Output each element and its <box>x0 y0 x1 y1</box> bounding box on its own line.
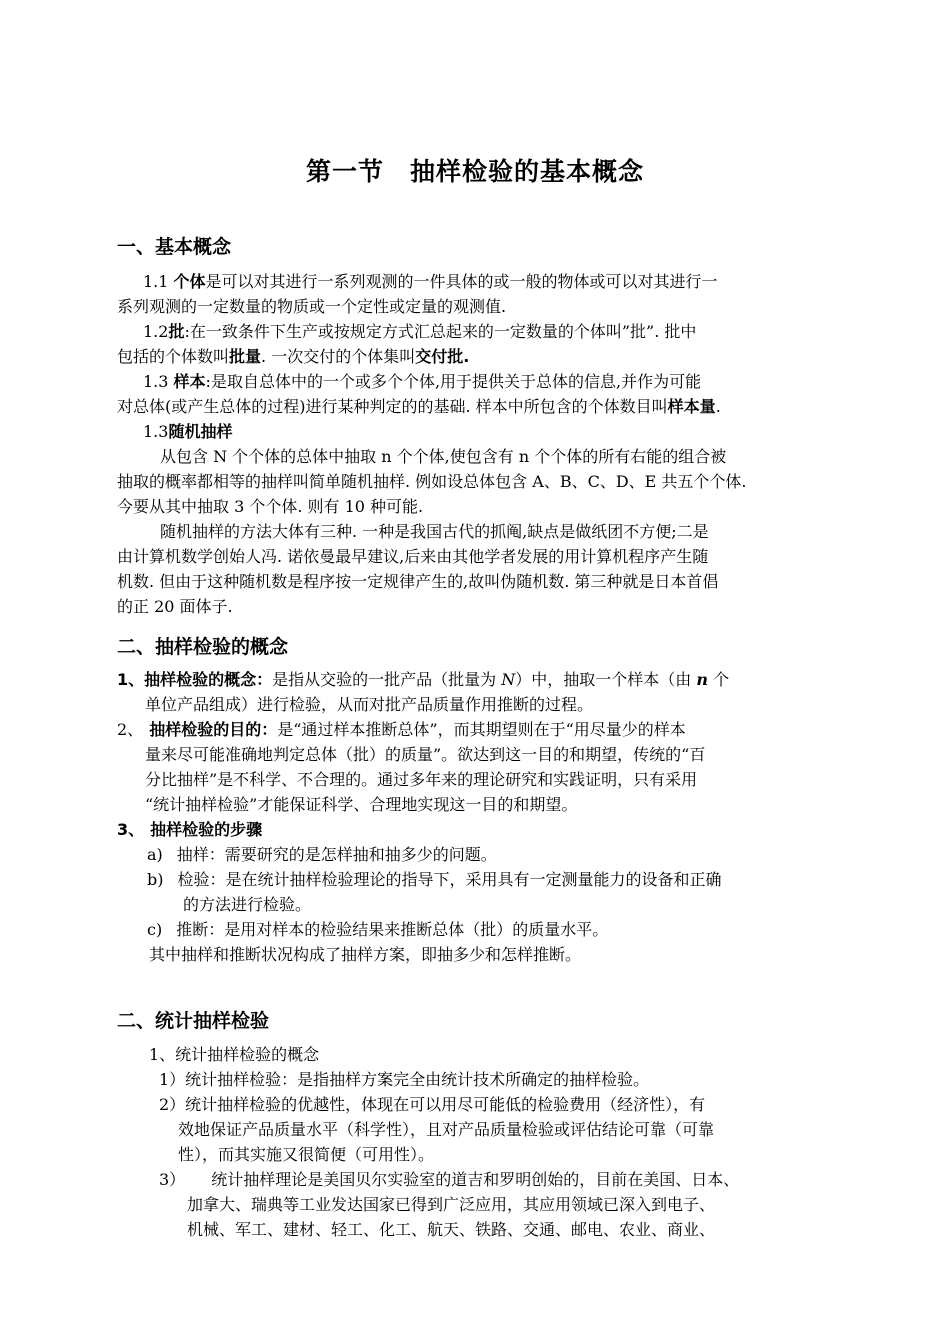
summary-line: 其中抽样和推断状况构成了抽样方案，即抽多少和怎样推断。 <box>149 945 582 964</box>
step-text: 检验：是在统计抽样检验理论的指导下，采用具有一定测量能力的设备和正确 <box>177 870 722 889</box>
clause-number: 1.3 <box>143 422 169 441</box>
term-individual: 个体 <box>173 272 206 291</box>
section-heading-statistical-sampling: 二、统计抽样检验 <box>117 1010 270 1032</box>
step-item <box>147 843 497 867</box>
term-random-sampling: 随机抽样 <box>168 422 233 441</box>
paragraph-line <box>143 370 701 394</box>
list-text: 是“通过样本推断总体”，而其期望则在于“用尽量少的样本 <box>277 720 686 739</box>
list-term: 抽样检验的概念： <box>144 670 273 689</box>
paragraph-text: :在一致条件下生产或按规定方式汇总起来的一定数量的个体叫”批”. 批中 <box>184 322 697 341</box>
paragraph-line: 由计算机数学创始人冯. 诺依曼最早建议,后来由其他学者发展的用计算机程序产生随 <box>117 547 709 566</box>
step-mark: a) <box>147 845 163 864</box>
clause-number: 1.2 <box>143 322 169 341</box>
paragraph-line: 系列观测的一定数量的物质或一个定性或定量的观测值. <box>117 297 507 316</box>
step-item <box>147 868 722 892</box>
section-heading-sampling-concept: 二、抽样检验的概念 <box>117 636 289 658</box>
paragraph-text: . 一次交付的个体集叫 <box>261 347 416 366</box>
list-item <box>117 668 729 692</box>
paragraph-text: :是取自总体中的一个或多个个体,用于提供关于总体的信息,并作为可能 <box>205 372 702 391</box>
paragraph-line <box>117 395 721 419</box>
list-term: 抽样检验的目的： <box>149 720 278 739</box>
variable-N: N <box>501 670 516 689</box>
list-item-line: 加拿大、瑞典等工业发达国家已得到广泛应用，其应用领域已深入到电子、 <box>187 1195 716 1214</box>
list-number: 3、 <box>117 820 145 839</box>
step-item <box>147 918 608 942</box>
sub-heading: 1、统计抽样检验的概念 <box>149 1045 320 1064</box>
paragraph-line: 今要从其中抽取 3 个个体. 则有 10 种可能. <box>117 497 424 516</box>
paragraph-line: 随机抽样的方法大体有三种. 一种是我国古代的抓阄,缺点是做纸团不方便;二是 <box>160 522 709 541</box>
variable-n: n <box>696 670 708 689</box>
step-text-line: 的方法进行检验。 <box>183 895 312 914</box>
paragraph-text: . <box>715 397 721 416</box>
clause-number: 1.3 <box>143 372 174 391</box>
term-batch-size: 批量 <box>229 347 262 366</box>
list-term: 抽样检验的步骤 <box>150 820 263 839</box>
list-item-line: 效地保证产品质量水平（科学性），且对产品质量检验或评估结论可靠（可靠 <box>178 1120 715 1139</box>
list-text: ）中，抽取一个样本（由 <box>515 670 697 689</box>
paragraph-line: 机数. 但由于这种随机数是程序按一定规律产生的,故叫伪随机数. 第三种就是日本首倡 <box>117 572 719 591</box>
section-heading-basic-concepts: 一、基本概念 <box>117 236 232 258</box>
list-item-line: 机械、军工、建材、轻工、化工、航天、铁路、交通、邮电、农业、商业、 <box>187 1220 716 1239</box>
paragraph-text: 是可以对其进行一系列观测的一件具体的或一般的物体或可以对其进行一 <box>205 272 718 291</box>
list-item <box>117 718 686 742</box>
list-text: 统计抽样理论是美国贝尔实验室的道吉和罗明创始的，目前在美国、日本、 <box>211 1170 740 1189</box>
list-item-line: 分比抽样”是不科学、不合理的。通过多年来的理论研究和实践证明，只有采用 <box>145 770 698 789</box>
list-number: 1、 <box>117 670 145 689</box>
step-mark: b) <box>147 870 164 889</box>
list-number: 3） <box>159 1170 186 1189</box>
term-batch: 批 <box>168 322 185 341</box>
paragraph-line <box>143 420 232 444</box>
list-number: 2、 <box>117 720 144 739</box>
list-item: 1）统计抽样检验：是指抽样方案完全由统计技术所确定的抽样检验。 <box>159 1070 650 1089</box>
list-item: 2）统计抽样检验的优越性，体现在可以用尽可能低的检验费用（经济性），有 <box>159 1095 706 1114</box>
paragraph-line <box>143 270 718 294</box>
list-item-line: 性），而其实施又很简便（可用性）。 <box>178 1145 435 1164</box>
step-mark: c) <box>147 920 163 939</box>
list-item-line: “统计抽样检验”才能保证科学、合理地实现这一目的和期望。 <box>145 795 578 814</box>
paragraph-line: 抽取的概率都相等的抽样叫简单随机抽样. 例如设总体包含 A、B、C、D、E 共五个个体. <box>117 472 747 491</box>
list-item <box>117 818 262 842</box>
list-item-line: 单位产品组成）进行检验，从而对批产品质量作用推断的过程。 <box>145 695 594 714</box>
list-item <box>159 1168 739 1192</box>
list-item-line: 量来尽可能准确地判定总体（批）的质量”。欲达到这一目的和期望，传统的“百 <box>145 745 706 764</box>
paragraph-line <box>143 320 696 344</box>
page-title: 第一节 抽样检验的基本概念 <box>305 157 644 186</box>
list-text: 是指从交验的一批产品（批量为 <box>272 670 502 689</box>
paragraph-line: 从包含 N 个个体的总体中抽取 n 个个体,使包含有 n 个个体的所有右能的组合被 <box>160 447 727 466</box>
step-text: 推断：是用对样本的检验结果来推断总体（批）的质量水平。 <box>176 920 609 939</box>
paragraph-text: 包括的个体数叫 <box>117 347 230 366</box>
term-sample-size: 样本量 <box>667 397 716 416</box>
clause-number: 1.1 <box>143 272 174 291</box>
paragraph-line: 的正 20 面体子. <box>117 597 233 616</box>
term-sample: 样本 <box>173 372 206 391</box>
term-delivery-batch: 交付批. <box>415 347 470 366</box>
paragraph-text: 对总体(或产生总体的过程)进行某种判定的的基础. 样本中所包含的个体数目叫 <box>117 397 668 416</box>
step-text: 抽样：需要研究的是怎样抽和抽多少的问题。 <box>176 845 497 864</box>
list-text: 个 <box>707 670 730 689</box>
paragraph-line <box>117 345 469 369</box>
